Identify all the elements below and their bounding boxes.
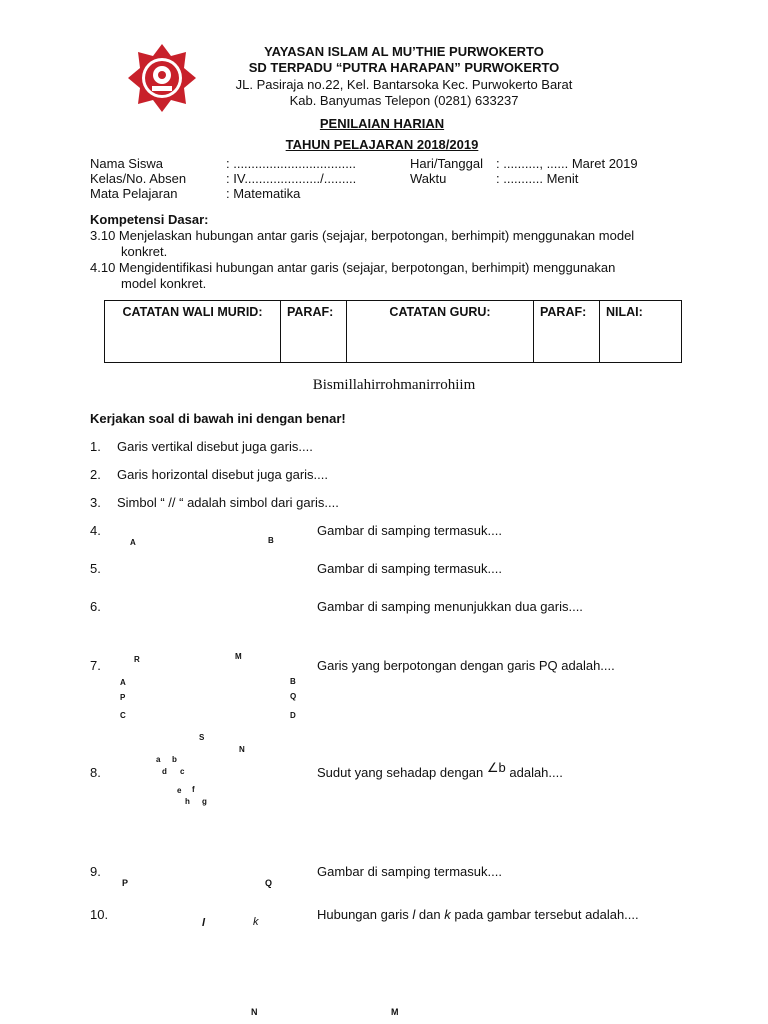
exam-title: PENILAIAN HARIAN [319, 116, 445, 131]
q10-label-m: M [391, 1007, 399, 1017]
question-2-number: 2. [90, 467, 101, 482]
kd-3-10-line2: konkret. [121, 244, 168, 259]
q7-label-c: C [120, 711, 126, 720]
q8-label-n: N [239, 745, 245, 754]
question-9-number: 9. [90, 864, 101, 879]
kd-4-10-line1: 4.10 Mengidentifikasi hubungan antar garis (sejajar, berpotongan, berhimpit) menggunakan [90, 260, 616, 275]
q8-label-e: e [177, 786, 182, 795]
nilai-cell: NILAI: [600, 301, 682, 363]
question-8-text: Sudut yang sehadap dengan ∠b adalah.... [317, 760, 563, 780]
paraf-guru-cell: PARAF: [534, 301, 600, 363]
q8-label-a: a [156, 755, 161, 764]
field-nama-siswa: : .................................. [226, 156, 357, 171]
header-foundation: YAYASAN ISLAM AL MU’THIE PURWOKERTO [264, 44, 544, 59]
question-9-text: Gambar di samping termasuk.... [317, 864, 502, 879]
paraf-wali-cell: PARAF: [281, 301, 347, 363]
q10-label-k: k [253, 916, 259, 928]
question-2-text: Garis horizontal disebut juga garis.... [117, 467, 328, 482]
catatan-guru-cell: CATATAN GURU: [347, 301, 534, 363]
q8-label-s: S [199, 733, 205, 742]
q7-label-b: B [290, 677, 296, 686]
question-3-number: 3. [90, 495, 101, 510]
q8-label-b: b [172, 755, 177, 764]
question-10-text: Hubungan garis l dan k pada gambar tersebut adalah.... [317, 907, 639, 922]
bismillah-text: Bismillahirrohmanirrohiim [312, 377, 476, 393]
field-hari-tanggal: : .........., ...... Maret 2019 [496, 156, 638, 171]
field-mata-pelajaran: : Matematika [226, 186, 301, 201]
question-6-text: Gambar di samping menunjukkan dua garis.... [317, 599, 583, 614]
question-1-text: Garis vertikal disebut juga garis.... [117, 439, 313, 454]
q7-label-r: R [134, 655, 140, 664]
q8-label-f: f [192, 785, 195, 794]
catatan-wali-murid-cell: CATATAN WALI MURID: [105, 301, 281, 363]
q10-label-n: N [251, 1007, 258, 1017]
q8-label-d: d [162, 767, 167, 776]
question-8-number: 8. [90, 765, 101, 780]
q7-label-q: Q [290, 692, 297, 701]
catatan-table [104, 300, 682, 363]
label-waktu: Waktu [410, 171, 447, 186]
q7-label-a: A [120, 678, 126, 687]
kompetensi-heading: Kompetensi Dasar: [90, 212, 209, 227]
q7-label-p: P [120, 693, 126, 702]
q7-label-m: M [235, 652, 242, 661]
question-4-text: Gambar di samping termasuk.... [317, 523, 502, 538]
question-5-number: 5. [90, 561, 101, 576]
field-waktu: : ........... Menit [496, 171, 579, 186]
label-nama-siswa: Nama Siswa [90, 156, 163, 171]
question-7-number: 7. [90, 658, 101, 673]
q4-label-b: B [268, 536, 274, 545]
question-4-number: 4. [90, 523, 101, 538]
q8-label-c: c [180, 767, 185, 776]
q8-label-g: g [202, 797, 207, 806]
instruction-text: Kerjakan soal di bawah ini dengan benar! [90, 411, 346, 426]
q4-label-a: A [130, 538, 136, 547]
q10-label-l: l [202, 917, 206, 929]
label-hari-tanggal: Hari/Tanggal [410, 156, 483, 171]
question-6-number: 6. [90, 599, 101, 614]
angle-b-symbol: ∠b [486, 760, 506, 775]
kd-3-10-line1: 3.10 Menjelaskan hubungan antar garis (sejajar, berpotongan, berhimpit) menggunakan model [90, 228, 635, 243]
q9-label-q: Q [265, 878, 273, 888]
kd-4-10-line2: model konkret. [121, 276, 207, 291]
question-10-number: 10. [90, 907, 109, 922]
exam-year: TAHUN PELAJARAN 2018/2019 [285, 137, 479, 152]
question-7-text: Garis yang berpotongan dengan garis PQ adalah.... [317, 658, 615, 673]
header-school: SD TERPADU “PUTRA HARAPAN” PURWOKERTO [248, 60, 560, 75]
question-3-text: Simbol “ // “ adalah simbol dari garis.... [117, 495, 339, 510]
label-kelas-absen: Kelas/No. Absen [90, 171, 187, 186]
question-5-text: Gambar di samping termasuk.... [317, 561, 502, 576]
q9-label-p: P [122, 878, 129, 888]
field-kelas-absen: : IV...................../......... [226, 171, 357, 186]
question-1-number: 1. [90, 439, 101, 454]
label-mata-pelajaran: Mata Pelajaran [90, 186, 178, 201]
header-address: JL. Pasiraja no.22, Kel. Bantarsoka Kec. Purwokerto Barat [235, 77, 573, 92]
q7-label-d: D [290, 711, 296, 720]
header-phone: Kab. Banyumas Telepon (0281) 633237 [289, 93, 519, 108]
q8-label-h: h [185, 797, 190, 806]
